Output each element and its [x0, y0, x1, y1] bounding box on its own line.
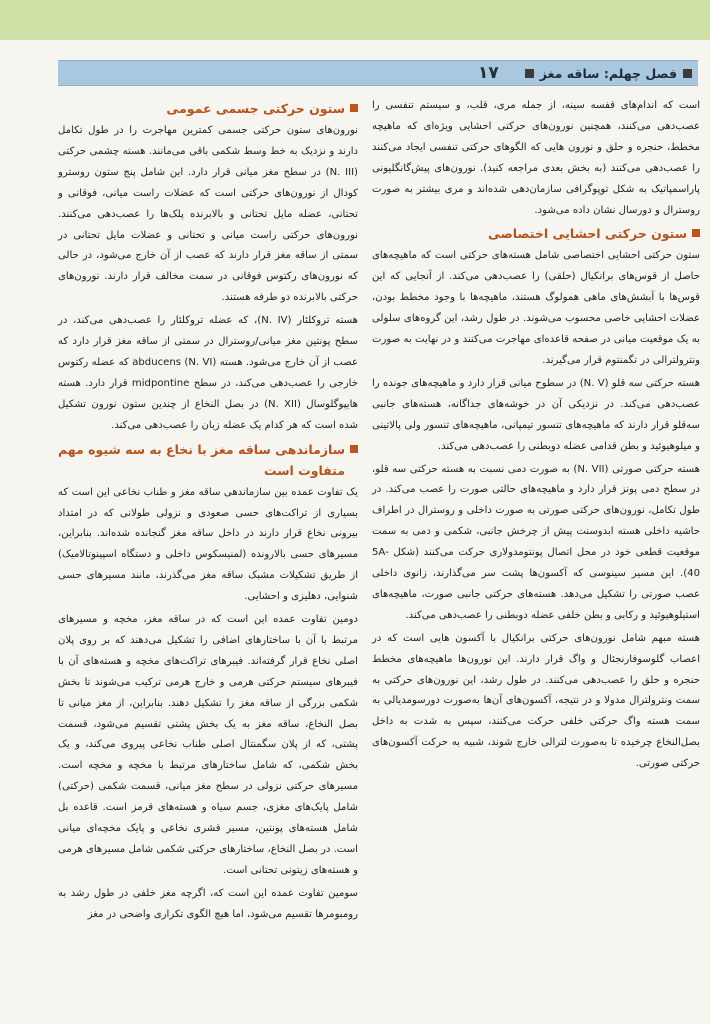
section-heading-text: سازماندهی ساقه مغز با نخاع به سه شیوه مهم متفاوت است: [58, 441, 345, 478]
paragraph: هسته مبهم شامل نورون‌های حرکتی برانکیال با آکسون هایی است که در اعصاب گلوسوفارنجئال و واگ قرار دارند. این نورون‌ها ماهیچه‌های مخطط حنجره و حلق را عصب‌دهی می‌کنند. در طول رشد، این نورون‌های حرکتی به سمت ونترولترال مدولا و در نتیجه، آکسون‌های آن‌ها به‌صورت دورسومدیالی به سمت هسته واگ حرکتی خلفی حرکت می‌کنند، سپس به شدت به داخل بصل‌النخاع چرخیده تا به‌صورت لترالی خارج شوند، شبیه به حرکت آکسون‌های حرکتی صورتی.: [372, 632, 700, 770]
header-square-icon: [683, 69, 692, 78]
section-heading: [58, 98, 358, 119]
paragraph: نورون‌های ستون حرکتی جسمی کمترین مهاجرت را در طول تکامل دارند و نزدیک به خط وسط شکمی باقی می‌مانند. هسته چشمی حرکتی (N. III) در سطح مغز میانی قرار دارد. این شامل پنج ستون روسترو کودال از نورون‌های حرکتی است که عضلات راست میانی، فوقانی و تحتانی، عضله مایل تحتانی و بالابرنده پلک‌ها را عصب‌دهی می‌کنند. نورون‌های حرکتی راست میانی و تحتانی و عضلات مایل تحتانی در سمتی از ساقه مغز قرار دارند که عصب از آن خارج می‌شود، در حالی که نورون‌های رکتوس فوقانی در سمت مخالف قرار دارند. نورون‌های حرکتی بالابرنده دو طرفه هستند.: [58, 125, 358, 304]
chapter-title: فصل چهلم: ساقه مغز: [539, 65, 677, 81]
section-heading-text: ستون حرکتی احشایی اختصاصی: [488, 226, 687, 242]
paragraph: ستون حرکتی احشایی اختصاصی شامل هسته‌های حرکتی است که ماهیچه‌های حاصل از قوس‌های برانکیال (حلقی) را عصب‌دهی می‌کند. از آنجایی که این قوس‌ها با آبشش‌های ماهی همولوگ هستند، ماهیچه‌ها با وجود مخطط بودن، عضلات احشایی خاصی محسوب می‌شوند. در طول رشد، این گروه‌های سلولی به یک موقعیت میانی در صفحه قاعده‌ای مهاجرت می‌کنند و در نهایت به صورت ونترولترالی در تگمنتوم قرار می‌گیرند.: [372, 250, 700, 366]
left-column: [58, 96, 358, 928]
heading-bullet-icon: [350, 445, 358, 453]
paragraph: سومین تفاوت عمده این است که، اگرچه مغز خلفی در طول رشد به رومبومرها تقسیم می‌شود، اما هیچ الگوی تکراری واضحی در مغز: [58, 887, 358, 920]
paragraph: یک تفاوت عمده بین سازماندهی ساقه مغز و طناب نخاعی این است که بسیاری از تراکت‌های حسی صعودی و نزولی طولانی که در امتداد بیرونی نخاع قرار دارند در داخل ساقه مغز گنجانده شده‌اند. بنابراین، مسیرهای حسی بالارونده (لمنیسکوس داخلی و دستگاه اسپینوتالامیک) از طریق تشکیلات مشبک ساقه مغز می‌گذرند، مانند مسیرهای حسی شنوایی، دهلیزی و احشایی.: [58, 486, 358, 603]
section-heading: [58, 439, 358, 481]
intro-paragraph: است که اندام‌های قفسه سینه، از جمله مری، قلب، و سیستم تنفسی را عصب‌دهی می‌کنند، همچنین نورون‌های حرکتی احشایی ویژه‌ای که ماهیچه مخطط، حنجره و حلق و نورون هایی که الگوهای حرکتی تنفسی ایجاد می‌کنند را عصب‌دهی می‌کنند (به بخش بعدی مراجعه کنید). نورون‌های پیش‌گانگلیونی پاراسمپاتیک به شکل توپوگرافی سازمان‌دهی شده‌اند و مری بیشتر به صورت روسترال و دورسال نشان داده می‌شود.: [372, 100, 700, 216]
right-column: [372, 96, 700, 777]
page-number: ۱۷: [478, 63, 499, 83]
header-square-icon: [525, 69, 534, 78]
section-heading: [372, 223, 700, 244]
top-color-band: [0, 0, 710, 40]
section-heading-text: ستون حرکتی جسمی عمومی: [166, 101, 345, 116]
paragraph: دومین تفاوت عمده این است که در ساقه مغز، مخچه و مسیرهای مرتبط با آن با ساختارهای اضافی را تشکیل می‌دهند که بر روی پلان اصلی نخاع قرار گرفته‌اند. فیبرهای تراکت‌های مخچه و هسته‌های آن با فیبرهای سیستم حرکتی هرمی و خارج هرمی ترکیب می‌شوند تا بخش شکمی بزرگی از ساقه مغز را تشکیل دهند. بنابراین، از مغز میانی تا بصل النخاع، ساقه مغز به یک بخش پشتی تقسیم می‌شود، قسمت پشتی، که از پلان سگمنتال اصلی طناب نخاعی پیروی می‌کند، و یک بخش شکمی، که شامل ساختارهای مرتبط با مخچه و مخچه است. مسیرهای حرکتی نزولی در سطح مغز میانی، قسمت شکمی (حرکتی) شامل پایک‌های مغزی، جسم سیاه و هسته‌های قرمز است. قاعده بل شامل هسته‌های پونتین، مسیر قشری نخاعی و پایک مخچه‌ای میانی است. در بصل النخاع، ساختارهای حرکتی شکمی شامل مسیرهای هرمی و هسته‌های زیتونی تحتانی است.: [58, 614, 358, 876]
paragraph: هسته حرکتی صورتی (N. VII) به صورت دمی نسبت به هسته حرکتی سه قلو، در سطح دمی پونز قرار دارد و ماهیچه‌های حالتی صورت را عصب می‌کند. در طول تکامل، نورون‌های حرکتی صورتی به صورت داخلی و روسترال در اطراف حاشیه داخلی هسته ابدوسنت پیش از چرخش جانبی، شکمی و دمی به سمت موقعیت قطعی خود در محل اتصال پونتومدولاری حرکت می‌کنند (شکل 5A-40). این مسیر سینوسی که آکسون‌ها پشت سر می‌گذارند، زانوی داخلی عصب صورتی را تشکیل می‌دهد. هسته‌های حرکتی جانبی صورت، ماهیچه‌های استیلوهیوئید و رکابی و بطن خلفی عضله دوبطنی را عصب‌دهی می‌کند.: [372, 463, 701, 621]
paragraph: هسته تروکلئار (N. IV)، که عضله تروکلئار را عصب‌دهی می‌کند، در سطح پونتین مغز میانی/روسترال در سمتی از ساقه مغز قرار دارد که عصب از آن خارج می‌شود. هسته abducens (N. VI) که عضله رکتوس خارجی را عصب‌دهی می‌کند، در سطح midpontine قرار دارد. هسته هایپوگلوسال (N. XII) در بصل النخاع از چندین ستون نورون تشکیل شده است که هر کدام یک عضله زبان را عصب‌دهی می‌کند.: [58, 315, 359, 431]
chapter-header: [58, 60, 698, 86]
heading-bullet-icon: [692, 229, 700, 237]
heading-bullet-icon: [350, 104, 358, 112]
paragraph: هسته حرکتی سه قلو (N. V) در سطوح میانی قرار دارد و ماهیچه‌های جونده را عصب‌دهی می‌کند. در نزدیکی آن در خوشه‌های جداگانه، هسته‌های جانبی سه‌قلو قرار دارند که ماهیچه‌های تنسور تیمپانی، ماهیچه‌های تنسور ولی پالاتینی و میلوهیوئید و بطن قدامی عضله دوبطنی را عصب‌دهی می‌کند.: [372, 377, 701, 452]
